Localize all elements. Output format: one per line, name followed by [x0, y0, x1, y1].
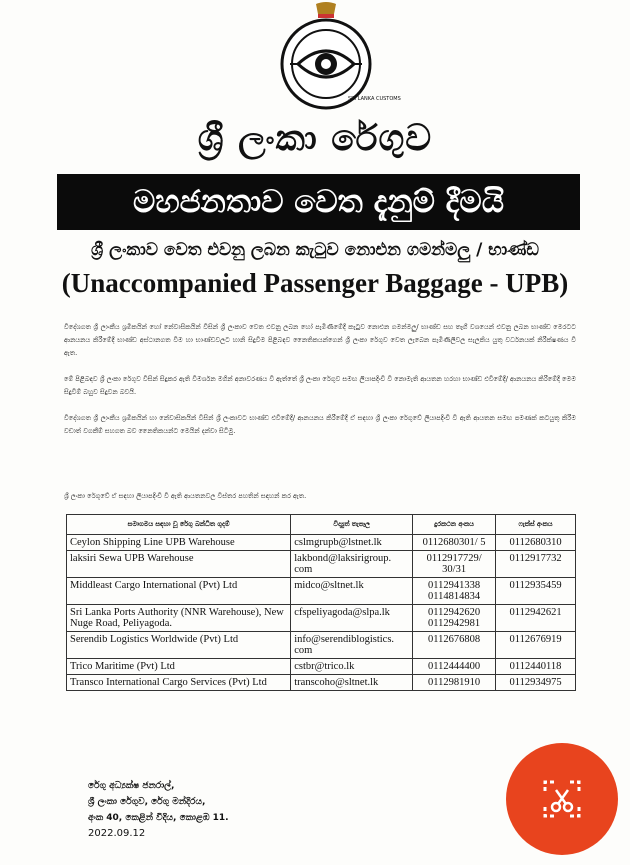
warehouse-name: Serendib Logistics Worldwide (Pvt) Ltd	[67, 632, 291, 659]
page-title-sinhala: ශ්‍රී ලංකා රේගුව	[197, 118, 433, 159]
warehouse-name: Middleast Cargo International (Pvt) Ltd	[67, 578, 291, 605]
screenshot-crop-button[interactable]	[506, 743, 618, 855]
warehouse-email: lakbond@laksirigroup. com	[291, 551, 413, 578]
table-row	[67, 632, 576, 659]
footer-line-1: රේගු අධ්‍යක්ෂ ජනරාල්,	[88, 781, 175, 791]
warehouse-fax: 0112934975	[496, 675, 576, 691]
warehouse-table	[66, 514, 576, 691]
warehouse-email: cslmgrupb@lstnet.lk	[291, 535, 413, 551]
warehouse-phone: 0112444400	[413, 659, 496, 675]
body-paragraph-1: විදේශගත ශ්‍රී ලාංකීය ශ්‍රමිකයින් හෝ නේවාසිකයින් විසින් ශ්‍රී ලංකාව වෙත එවනු ලබන හෝ පැමිණීමේදී කැටුව නොඑන ගමන්මලු/ භාණ්ඩ සහ තෑගී වශයෙන් එවනු ලබන භාණ්ඩ මෙරටට ආනයනය කිරීමේදී භාණ්ඩ අස්ථානගත වීම හා භාණ්ඩවලට හානි සිදුවීම පිළිබඳව නෛතිකයන්ගෙන් ශ්‍රී ලංකා රේගුව වෙත ලැබෙන පැමිණිලිවල සැලකිය යුතු වර්ධනයක් නිරීක්ෂණය වී ඇත.	[64, 323, 576, 357]
warehouse-fax: 0112680310	[496, 535, 576, 551]
footer-line-3: අංක 40, කෙළින් වීදිය, කොළඹ 11.	[88, 813, 229, 823]
warehouse-fax: 0112935459	[496, 578, 576, 605]
warehouse-name: Ceylon Shipping Line UPB Warehouse	[67, 535, 291, 551]
warehouse-phone: 0112942620 0112942981	[413, 605, 496, 632]
column-header-fax: ෆැක්ස් අංකය	[496, 515, 576, 535]
footer-line-2: ශ්‍රී ලංකා රේගුව, රේගු මන්දිරය,	[88, 797, 206, 807]
body-paragraph-3: විදේශගත ශ්‍රී ලාංකීය ශ්‍රමිකයින් හා නේවාසිකයින් විසින් ශ්‍රී ලංකාවට භාණ්ඩ එවීමේදී/ ආනයනය කිරීමේදී ඒ සඳහා ශ්‍රී ලංකා රේගුවේ ලියාපදිංචි වී ඇති ආයතන සමඟ පමණක් කටයුතු කිරීම වඩාත් වගකීම් සහගත බව නෛතිකයන්ට මෙයින් දන්වා සිටිමු.	[64, 414, 576, 435]
notice-date: 2022.09.12	[88, 828, 146, 839]
warehouse-email: midco@sltnet.lk	[291, 578, 413, 605]
warehouse-fax: 0112440118	[496, 659, 576, 675]
warehouse-email: transcoho@sltnet.lk	[291, 675, 413, 691]
column-header-email: විද්‍යුත් තැපෑල	[291, 515, 413, 535]
body-paragraph-4: ශ්‍රී ලංකා රේගුවේ ඒ සඳහා ලියාපදිංචි වී ඇති ආයතනවල විස්තර පහතින් සඳහන් කර ඇත.	[64, 492, 307, 500]
warehouse-email: cfspeliyagoda@slpa.lk	[291, 605, 413, 632]
table-row	[67, 605, 576, 632]
body-paragraph-2: මේ පිළිබඳව ශ්‍රී ලංකා රේගුව විසින් සිදුකර ඇති විමර්ශන මගින් අනාවරණය වී ඇත්තේ ශ්‍රී ලංකා රේගුව සමඟ ලියාපදිංචි වී නොමැති ආයතන හරහා භාණ්ඩ එවීමේදී/ ආනයනය කිරීමේදී මෙම සිදුවීම් බහුව සිදුවන බවයි.	[64, 375, 576, 396]
table-row	[67, 551, 576, 578]
table-row	[67, 659, 576, 675]
warehouse-name: Sri Lanka Ports Authority (NNR Warehouse), New Nuge Road, Peliyagoda.	[67, 605, 291, 632]
warehouse-email: cstbr@trico.lk	[291, 659, 413, 675]
subtitle-sinhala: ශ්‍රී ලංකාව වෙත එවනු ලබන කැටුව නොඑන ගමන්මලු / භාණ්ඩ	[91, 240, 539, 260]
warehouse-fax: 0112917732	[496, 551, 576, 578]
warehouse-name: laksiri Sewa UPB Warehouse	[67, 551, 291, 578]
warehouse-phone: 0112917729/ 30/31	[413, 551, 496, 578]
screenshot-crop-icon	[542, 779, 582, 819]
column-header-warehouse: සමාගමය සඳහා වූ රේගු බන්ධිත ගුදම්	[67, 515, 291, 535]
warehouse-fax: 0112676919	[496, 632, 576, 659]
column-header-phone: දුරකථන අංකය	[413, 515, 496, 535]
warehouse-email: info@serendiblogistics. com	[291, 632, 413, 659]
subtitle-english: (Unaccompanied Passenger Baggage - UPB)	[61, 268, 569, 298]
signature-block	[88, 778, 229, 842]
table-row	[67, 675, 576, 691]
warehouse-name: Trico Maritime (Pvt) Ltd	[67, 659, 291, 675]
emblem-ring-text: SRI LANKA CUSTOMS	[348, 96, 401, 102]
warehouse-phone: 0112981910	[413, 675, 496, 691]
warehouse-phone: 0112941338 0114814834	[413, 578, 496, 605]
warehouse-name: Transco International Cargo Services (Pvt) Ltd	[67, 675, 291, 691]
table-row	[67, 535, 576, 551]
table-row	[67, 578, 576, 605]
warehouse-phone: 0112680301/ 5	[413, 535, 496, 551]
table-header-row	[67, 515, 576, 535]
warehouse-phone: 0112676808	[413, 632, 496, 659]
notice-banner: මහජනතාව වෙත දැනුම් දීමයි	[57, 174, 580, 230]
warehouse-fax: 0112942621	[496, 605, 576, 632]
sri-lanka-customs-emblem-icon	[278, 0, 401, 112]
